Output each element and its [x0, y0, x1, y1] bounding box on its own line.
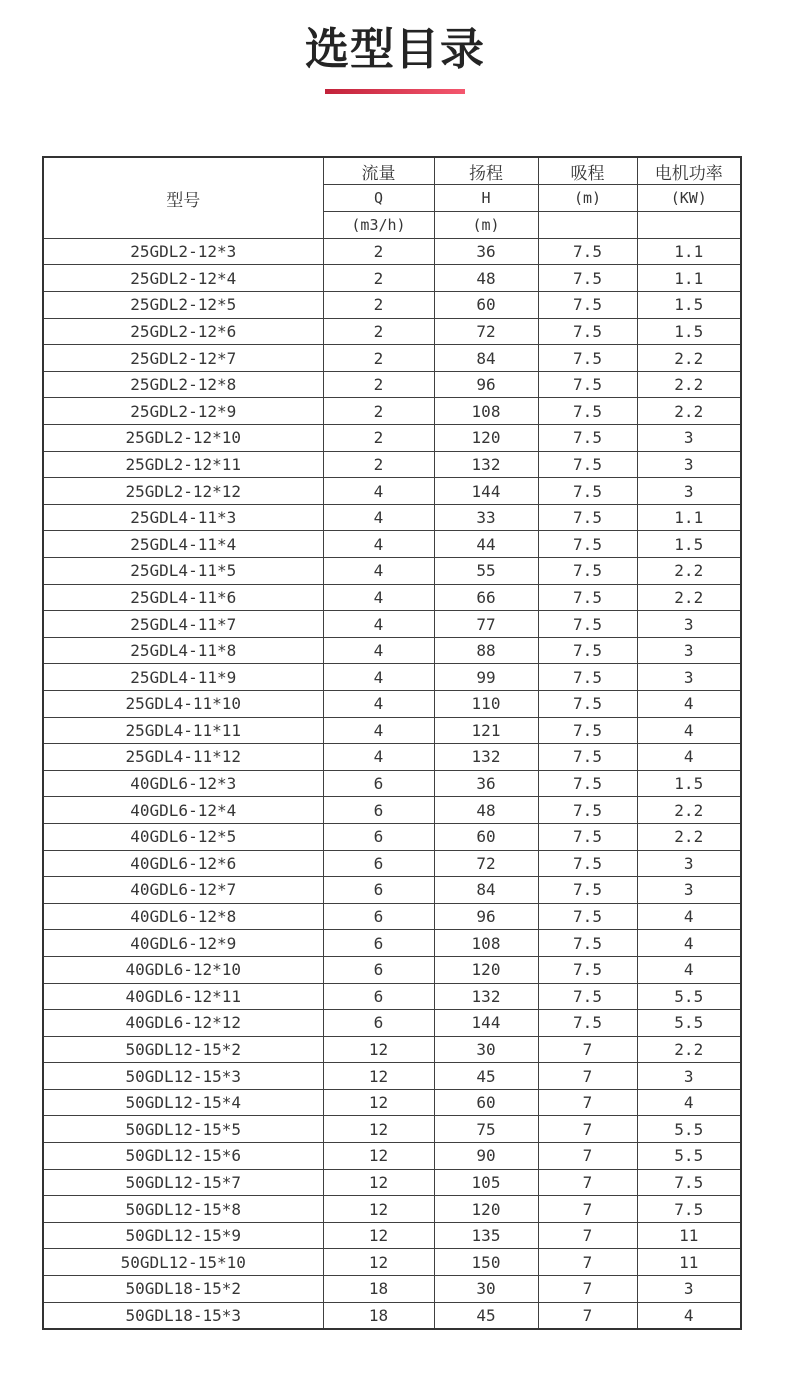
power-cell: 3 [637, 664, 741, 691]
model-cell: 25GDL4-11*9 [43, 664, 323, 691]
flow-cell: 12 [323, 1036, 434, 1063]
suction-cell: 7 [538, 1222, 637, 1249]
power-cell: 5.5 [637, 1116, 741, 1143]
table-row [43, 983, 741, 1010]
table-row [43, 371, 741, 398]
table-row [43, 504, 741, 531]
suction-cell: 7.5 [538, 903, 637, 930]
flow-cell: 4 [323, 584, 434, 611]
table-row [43, 823, 741, 850]
model-cell: 25GDL4-11*4 [43, 531, 323, 558]
head-cell: 132 [434, 744, 538, 771]
model-cell: 25GDL2-12*4 [43, 265, 323, 292]
model-cell: 25GDL2-12*9 [43, 398, 323, 425]
flow-cell: 4 [323, 558, 434, 585]
table-row [43, 265, 741, 292]
model-cell: 50GDL12-15*3 [43, 1063, 323, 1090]
flow-cell: 6 [323, 797, 434, 824]
flow-cell: 6 [323, 930, 434, 957]
model-cell: 50GDL18-15*2 [43, 1276, 323, 1303]
head-cell: 108 [434, 930, 538, 957]
power-cell: 4 [637, 903, 741, 930]
table-row [43, 1249, 741, 1276]
head-cell: 90 [434, 1143, 538, 1170]
flow-cell: 12 [323, 1222, 434, 1249]
table-row [43, 770, 741, 797]
suction-cell: 7.5 [538, 265, 637, 292]
col-symbol-head: H [434, 184, 538, 211]
model-cell: 50GDL12-15*5 [43, 1116, 323, 1143]
table-row [43, 1222, 741, 1249]
suction-cell: 7 [538, 1063, 637, 1090]
flow-cell: 2 [323, 451, 434, 478]
model-cell: 25GDL2-12*3 [43, 238, 323, 265]
power-cell: 4 [637, 717, 741, 744]
model-cell: 40GDL6-12*4 [43, 797, 323, 824]
table-row [43, 238, 741, 265]
power-cell: 3 [637, 425, 741, 452]
header-row-labels [43, 157, 741, 184]
col-unit-power: (KW) [637, 184, 741, 211]
power-cell: 2.2 [637, 797, 741, 824]
table-row [43, 637, 741, 664]
head-cell: 45 [434, 1063, 538, 1090]
flow-cell: 6 [323, 770, 434, 797]
table-row [43, 1302, 741, 1329]
power-cell: 5.5 [637, 1143, 741, 1170]
flow-cell: 6 [323, 823, 434, 850]
head-cell: 132 [434, 451, 538, 478]
model-cell: 25GDL2-12*10 [43, 425, 323, 452]
flow-cell: 4 [323, 717, 434, 744]
head-cell: 88 [434, 637, 538, 664]
power-cell: 2.2 [637, 823, 741, 850]
power-cell: 4 [637, 690, 741, 717]
power-cell: 5.5 [637, 1010, 741, 1037]
suction-cell: 7.5 [538, 558, 637, 585]
col-header-head: 扬程 [434, 157, 538, 184]
model-cell: 40GDL6-12*6 [43, 850, 323, 877]
power-cell: 4 [637, 956, 741, 983]
flow-cell: 6 [323, 850, 434, 877]
model-cell: 40GDL6-12*7 [43, 877, 323, 904]
head-cell: 132 [434, 983, 538, 1010]
table-row [43, 318, 741, 345]
suction-cell: 7.5 [538, 345, 637, 372]
table-row [43, 717, 741, 744]
model-cell: 25GDL2-12*12 [43, 478, 323, 505]
table-row [43, 345, 741, 372]
table-row [43, 1036, 741, 1063]
model-cell: 40GDL6-12*10 [43, 956, 323, 983]
table-row [43, 451, 741, 478]
flow-cell: 4 [323, 744, 434, 771]
flow-cell: 4 [323, 531, 434, 558]
table-row [43, 584, 741, 611]
head-cell: 96 [434, 903, 538, 930]
model-cell: 25GDL4-11*10 [43, 690, 323, 717]
power-cell: 7.5 [637, 1169, 741, 1196]
flow-cell: 4 [323, 664, 434, 691]
head-cell: 44 [434, 531, 538, 558]
model-cell: 25GDL4-11*11 [43, 717, 323, 744]
head-cell: 108 [434, 398, 538, 425]
head-cell: 66 [434, 584, 538, 611]
model-cell: 25GDL2-12*11 [43, 451, 323, 478]
model-cell: 40GDL6-12*5 [43, 823, 323, 850]
suction-cell: 7.5 [538, 823, 637, 850]
suction-cell: 7.5 [538, 611, 637, 638]
flow-cell: 12 [323, 1143, 434, 1170]
table-header [43, 157, 741, 238]
power-cell: 3 [637, 611, 741, 638]
power-cell: 1.1 [637, 265, 741, 292]
table-row [43, 850, 741, 877]
head-cell: 120 [434, 425, 538, 452]
table-row [43, 877, 741, 904]
model-cell: 25GDL2-12*6 [43, 318, 323, 345]
flow-cell: 12 [323, 1089, 434, 1116]
flow-cell: 12 [323, 1196, 434, 1223]
suction-cell: 7.5 [538, 425, 637, 452]
flow-cell: 18 [323, 1276, 434, 1303]
head-cell: 75 [434, 1116, 538, 1143]
table-row [43, 531, 741, 558]
flow-cell: 2 [323, 371, 434, 398]
suction-cell: 7.5 [538, 478, 637, 505]
flow-cell: 6 [323, 1010, 434, 1037]
flow-cell: 6 [323, 877, 434, 904]
table-row [43, 1143, 741, 1170]
col-header-suction: 吸程 [538, 157, 637, 184]
model-cell: 40GDL6-12*3 [43, 770, 323, 797]
suction-cell: 7.5 [538, 744, 637, 771]
page-title: 选型目录 [305, 24, 485, 75]
model-cell: 40GDL6-12*8 [43, 903, 323, 930]
head-cell: 48 [434, 265, 538, 292]
flow-cell: 12 [323, 1063, 434, 1090]
head-cell: 60 [434, 823, 538, 850]
model-cell: 50GDL12-15*7 [43, 1169, 323, 1196]
suction-cell: 7.5 [538, 690, 637, 717]
suction-cell: 7 [538, 1196, 637, 1223]
model-cell: 25GDL2-12*7 [43, 345, 323, 372]
power-cell: 3 [637, 877, 741, 904]
model-cell: 25GDL4-11*12 [43, 744, 323, 771]
model-cell: 50GDL12-15*4 [43, 1089, 323, 1116]
power-cell: 11 [637, 1222, 741, 1249]
power-cell: 11 [637, 1249, 741, 1276]
suction-cell: 7.5 [538, 398, 637, 425]
power-cell: 4 [637, 930, 741, 957]
suction-cell: 7 [538, 1089, 637, 1116]
model-cell: 25GDL4-11*6 [43, 584, 323, 611]
table-row [43, 1276, 741, 1303]
suction-cell: 7 [538, 1276, 637, 1303]
suction-cell: 7.5 [538, 877, 637, 904]
head-cell: 105 [434, 1169, 538, 1196]
table-row [43, 1010, 741, 1037]
power-cell: 2.2 [637, 398, 741, 425]
power-cell: 1.1 [637, 504, 741, 531]
head-cell: 120 [434, 1196, 538, 1223]
flow-cell: 12 [323, 1116, 434, 1143]
table-row [43, 1169, 741, 1196]
col-unit-suction-empty [538, 211, 637, 238]
flow-cell: 2 [323, 398, 434, 425]
suction-cell: 7.5 [538, 371, 637, 398]
suction-cell: 7.5 [538, 637, 637, 664]
flow-cell: 2 [323, 345, 434, 372]
suction-cell: 7 [538, 1169, 637, 1196]
suction-cell: 7.5 [538, 504, 637, 531]
model-cell: 40GDL6-12*9 [43, 930, 323, 957]
suction-cell: 7.5 [538, 770, 637, 797]
head-cell: 30 [434, 1036, 538, 1063]
head-cell: 121 [434, 717, 538, 744]
col-header-model: 型号 [43, 157, 323, 238]
head-cell: 72 [434, 318, 538, 345]
table-row [43, 956, 741, 983]
table-row [43, 398, 741, 425]
head-cell: 120 [434, 956, 538, 983]
power-cell: 1.5 [637, 292, 741, 319]
flow-cell: 12 [323, 1249, 434, 1276]
flow-cell: 4 [323, 637, 434, 664]
flow-cell: 12 [323, 1169, 434, 1196]
model-cell: 40GDL6-12*11 [43, 983, 323, 1010]
col-unit-head: (m) [434, 211, 538, 238]
model-cell: 50GDL12-15*2 [43, 1036, 323, 1063]
pump-selection-table [42, 156, 742, 1329]
suction-cell: 7.5 [538, 238, 637, 265]
table-row [43, 558, 741, 585]
model-cell: 25GDL4-11*3 [43, 504, 323, 531]
table-row [43, 292, 741, 319]
model-cell: 50GDL12-15*6 [43, 1143, 323, 1170]
flow-cell: 4 [323, 690, 434, 717]
head-cell: 96 [434, 371, 538, 398]
suction-cell: 7.5 [538, 717, 637, 744]
suction-cell: 7 [538, 1302, 637, 1329]
power-cell: 2.2 [637, 371, 741, 398]
suction-cell: 7 [538, 1249, 637, 1276]
head-cell: 144 [434, 478, 538, 505]
table-row [43, 744, 741, 771]
flow-cell: 6 [323, 983, 434, 1010]
power-cell: 1.5 [637, 318, 741, 345]
table-row [43, 1116, 741, 1143]
power-cell: 1.5 [637, 770, 741, 797]
power-cell: 1.5 [637, 531, 741, 558]
title-underline-bar [325, 89, 465, 94]
suction-cell: 7.5 [538, 930, 637, 957]
suction-cell: 7.5 [538, 451, 637, 478]
flow-cell: 2 [323, 425, 434, 452]
suction-cell: 7.5 [538, 1010, 637, 1037]
table-body [43, 238, 741, 1328]
head-cell: 72 [434, 850, 538, 877]
power-cell: 2.2 [637, 345, 741, 372]
head-cell: 99 [434, 664, 538, 691]
head-cell: 60 [434, 292, 538, 319]
flow-cell: 4 [323, 611, 434, 638]
flow-cell: 2 [323, 265, 434, 292]
model-cell: 25GDL2-12*5 [43, 292, 323, 319]
col-unit-power-empty [637, 211, 741, 238]
flow-cell: 6 [323, 903, 434, 930]
head-cell: 30 [434, 1276, 538, 1303]
head-cell: 150 [434, 1249, 538, 1276]
head-cell: 33 [434, 504, 538, 531]
table-row [43, 1089, 741, 1116]
power-cell: 3 [637, 637, 741, 664]
model-cell: 25GDL4-11*7 [43, 611, 323, 638]
model-cell: 25GDL4-11*5 [43, 558, 323, 585]
head-cell: 45 [434, 1302, 538, 1329]
table-row [43, 664, 741, 691]
power-cell: 2.2 [637, 1036, 741, 1063]
table-row [43, 903, 741, 930]
power-cell: 3 [637, 850, 741, 877]
table-row [43, 1063, 741, 1090]
head-cell: 110 [434, 690, 538, 717]
table-row [43, 797, 741, 824]
flow-cell: 2 [323, 238, 434, 265]
suction-cell: 7.5 [538, 292, 637, 319]
head-cell: 77 [434, 611, 538, 638]
suction-cell: 7.5 [538, 797, 637, 824]
table-row [43, 930, 741, 957]
model-cell: 40GDL6-12*12 [43, 1010, 323, 1037]
power-cell: 7.5 [637, 1196, 741, 1223]
head-cell: 84 [434, 877, 538, 904]
suction-cell: 7.5 [538, 584, 637, 611]
model-cell: 25GDL4-11*8 [43, 637, 323, 664]
suction-cell: 7.5 [538, 983, 637, 1010]
flow-cell: 6 [323, 956, 434, 983]
flow-cell: 18 [323, 1302, 434, 1329]
power-cell: 3 [637, 478, 741, 505]
col-unit-suction: (m) [538, 184, 637, 211]
power-cell: 4 [637, 744, 741, 771]
flow-cell: 4 [323, 504, 434, 531]
model-cell: 25GDL2-12*8 [43, 371, 323, 398]
suction-cell: 7.5 [538, 318, 637, 345]
power-cell: 1.1 [637, 238, 741, 265]
power-cell: 4 [637, 1302, 741, 1329]
power-cell: 2.2 [637, 584, 741, 611]
table-row [43, 478, 741, 505]
head-cell: 135 [434, 1222, 538, 1249]
col-header-flow: 流量 [323, 157, 434, 184]
col-unit-flow: (m3/h) [323, 211, 434, 238]
model-cell: 50GDL12-15*10 [43, 1249, 323, 1276]
suction-cell: 7.5 [538, 956, 637, 983]
head-cell: 36 [434, 770, 538, 797]
table-row [43, 690, 741, 717]
head-cell: 144 [434, 1010, 538, 1037]
head-cell: 55 [434, 558, 538, 585]
model-cell: 50GDL12-15*8 [43, 1196, 323, 1223]
power-cell: 3 [637, 451, 741, 478]
suction-cell: 7 [538, 1143, 637, 1170]
flow-cell: 2 [323, 292, 434, 319]
suction-cell: 7.5 [538, 850, 637, 877]
power-cell: 4 [637, 1089, 741, 1116]
head-cell: 48 [434, 797, 538, 824]
suction-cell: 7 [538, 1116, 637, 1143]
table-row [43, 1196, 741, 1223]
catalog-page [0, 26, 790, 1374]
table-row [43, 425, 741, 452]
col-header-power: 电机功率 [637, 157, 741, 184]
head-cell: 60 [434, 1089, 538, 1116]
power-cell: 2.2 [637, 558, 741, 585]
model-cell: 50GDL18-15*3 [43, 1302, 323, 1329]
head-cell: 84 [434, 345, 538, 372]
table-row [43, 611, 741, 638]
model-cell: 50GDL12-15*9 [43, 1222, 323, 1249]
power-cell: 5.5 [637, 983, 741, 1010]
flow-cell: 4 [323, 478, 434, 505]
suction-cell: 7.5 [538, 531, 637, 558]
suction-cell: 7.5 [538, 664, 637, 691]
power-cell: 3 [637, 1063, 741, 1090]
col-symbol-flow: Q [323, 184, 434, 211]
power-cell: 3 [637, 1276, 741, 1303]
head-cell: 36 [434, 238, 538, 265]
suction-cell: 7 [538, 1036, 637, 1063]
flow-cell: 2 [323, 318, 434, 345]
